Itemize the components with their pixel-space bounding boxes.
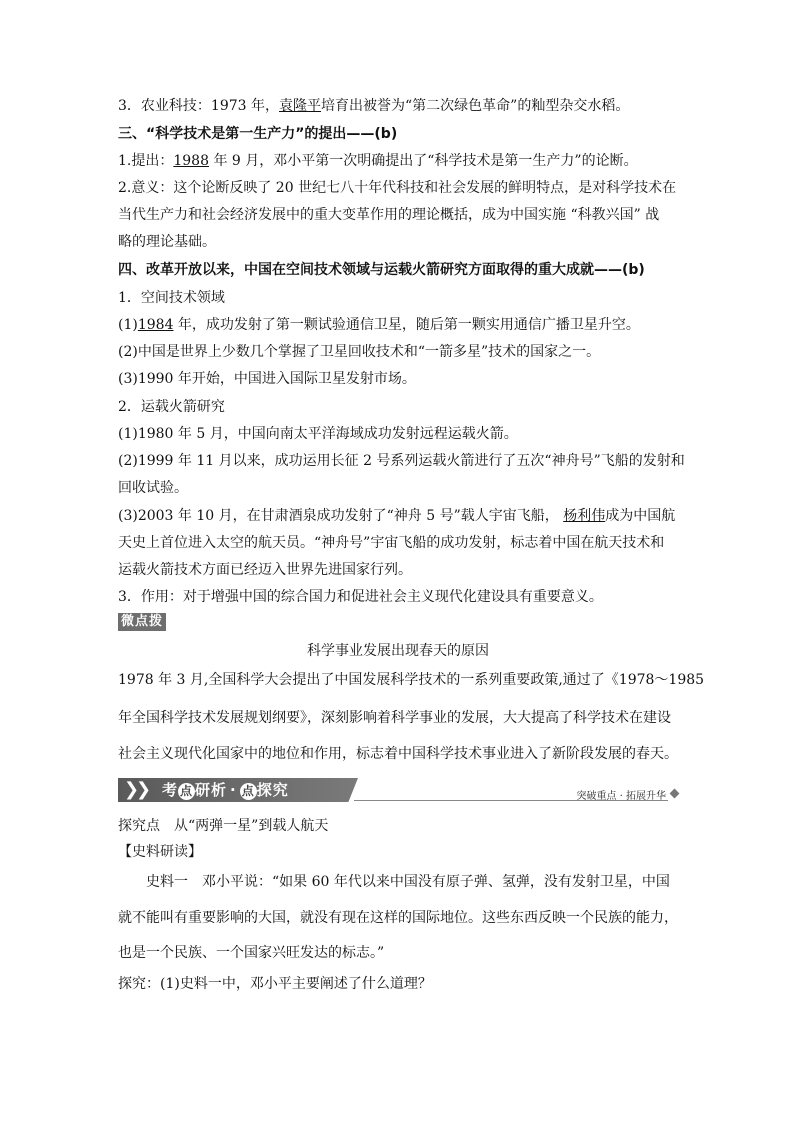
person-name: 杨利伟 — [563, 508, 606, 524]
diamond-icon — [670, 789, 680, 799]
rocket-item-3 — [118, 507, 675, 525]
year: 1988 — [173, 153, 209, 169]
tip-line-2: 年全国科学技术发展规划纲要》，深刻影响着科学事业的发展，大大提高了科学技术在建设 — [118, 710, 671, 726]
line-text: (1) — [118, 317, 138, 333]
section-label: 【史料研读】 — [118, 844, 202, 860]
space-item-3: (3)1990 年开始，中国进入国际卫星发射市场。 — [118, 371, 416, 387]
line-text: (3)2003 年 10 月，在甘肃酒泉成功发射了“神舟 5 号”载人宇宙飞船， — [118, 508, 564, 524]
line-text: 3．农业科技：1973 年， — [118, 98, 279, 114]
tip-tag: 微点拨 — [118, 613, 166, 631]
proposal-line — [118, 152, 638, 170]
tip-line-3: 社会主义现代化国家中的地位和作用，标志着中国科学技术事业进入了新阶段发展的春天。 — [118, 746, 678, 762]
tip-line-1: 1978 年 3 月,全国科学大会提出了中国发展科学技术的一系列重要政策,通过了《1978～1985 — [118, 672, 705, 688]
section-heading-3: 三、“科学技术是第一生产力”的提出——(b) — [118, 126, 398, 142]
line-text: 1.提出： — [118, 153, 174, 169]
space-item-1 — [118, 316, 640, 334]
significance-line: 2.意义：这个论断反映了 20 世纪七八十年代科技和社会发展的鲜明特点，是对科学技术在 — [118, 180, 677, 196]
line-text: 年 9 月，邓小平第一次明确提出了“科学技术是第一生产力”的论断。 — [209, 153, 638, 169]
rocket-item-2-cont: 回收试验。 — [118, 480, 188, 496]
space-item-2: (2)中国是世界上少数几个掌握了卫星回收技术和“一箭多星”技术的国家之一。 — [118, 344, 601, 360]
banner-title: 考 点 研析 · 点 探究 — [162, 781, 289, 799]
year: 1984 — [137, 317, 174, 333]
subheading-space-tech: 1．空间技术领域 — [118, 290, 225, 306]
tip-title: 科学事业发展出现春天的原因 — [307, 643, 489, 659]
section-heading-4: 四、改革开放以来，中国在空间技术领域与运载火箭研究方面取得的重大成就——(b) — [118, 262, 645, 278]
person-name: 袁隆平 — [279, 98, 321, 114]
section-banner — [118, 776, 678, 804]
significance-line-2: 当代生产力和社会经济发展中的重大变革作用的理论概括，成为中国实施 “科教兴国” 战 — [118, 207, 660, 223]
source-line-1: 史料一 邓小平说：“如果 60 年代以来中国没有原子弹、氢弹，没有发射卫星，中国 — [146, 874, 670, 890]
source-line-2: 就不能叫有重要影响的大国，就没有现在这样的国际地位。这些东西反映一个民族的能力， — [118, 910, 678, 926]
explore-title: 探究点 从“两弹一星”到载人航天 — [118, 818, 329, 834]
source-line-3: 也是一个民族、一个国家兴旺发达的标志。” — [118, 945, 385, 961]
banner-dot: 点 — [241, 784, 255, 798]
rocket-item-1: (1)1980 年 5 月，中国向南太平洋海域成功发射远程运载火箭。 — [118, 426, 518, 442]
agri-tech-line — [118, 97, 629, 115]
line-text: 培育出被誉为“第二次绿色革命”的籼型杂交水稻。 — [321, 98, 630, 114]
question-line: 探究：(1)史料一中，邓小平主要阐述了什么道理？ — [118, 976, 432, 992]
effect-line: 3．作用：对于增强中国的综合国力和促进社会主义现代化建设具有重要意义。 — [118, 589, 603, 605]
banner-dot: 点 — [180, 784, 194, 798]
banner-subtitle: 突破重点 · 拓展升华 — [576, 791, 666, 802]
chevron-right-icon: ❯ — [124, 779, 140, 800]
rocket-item-3-cont-2: 运载火箭技术方面已经迈入世界先进国家行列。 — [118, 562, 412, 578]
chevron-right-icon: ❯ — [136, 779, 152, 800]
significance-line-3: 略的理论基础。 — [118, 234, 216, 250]
rocket-item-2: (2)1999 年 11 月以来，成功运用长征 2 号系列运载火箭进行了五次“神舟号”飞船的发射和 — [118, 453, 685, 469]
line-text: 成为中国航 — [605, 508, 676, 524]
line-text: 年，成功发射了第一颗试验通信卫星，随后第一颗实用通信广播卫星升空。 — [173, 317, 640, 333]
subheading-rocket: 2．运载火箭研究 — [118, 399, 225, 415]
rocket-item-3-cont: 天史上首位进入太空的航天员。“神舟号”宇宙飞船的成功发射，标志着中国在航天技术和 — [118, 535, 665, 551]
